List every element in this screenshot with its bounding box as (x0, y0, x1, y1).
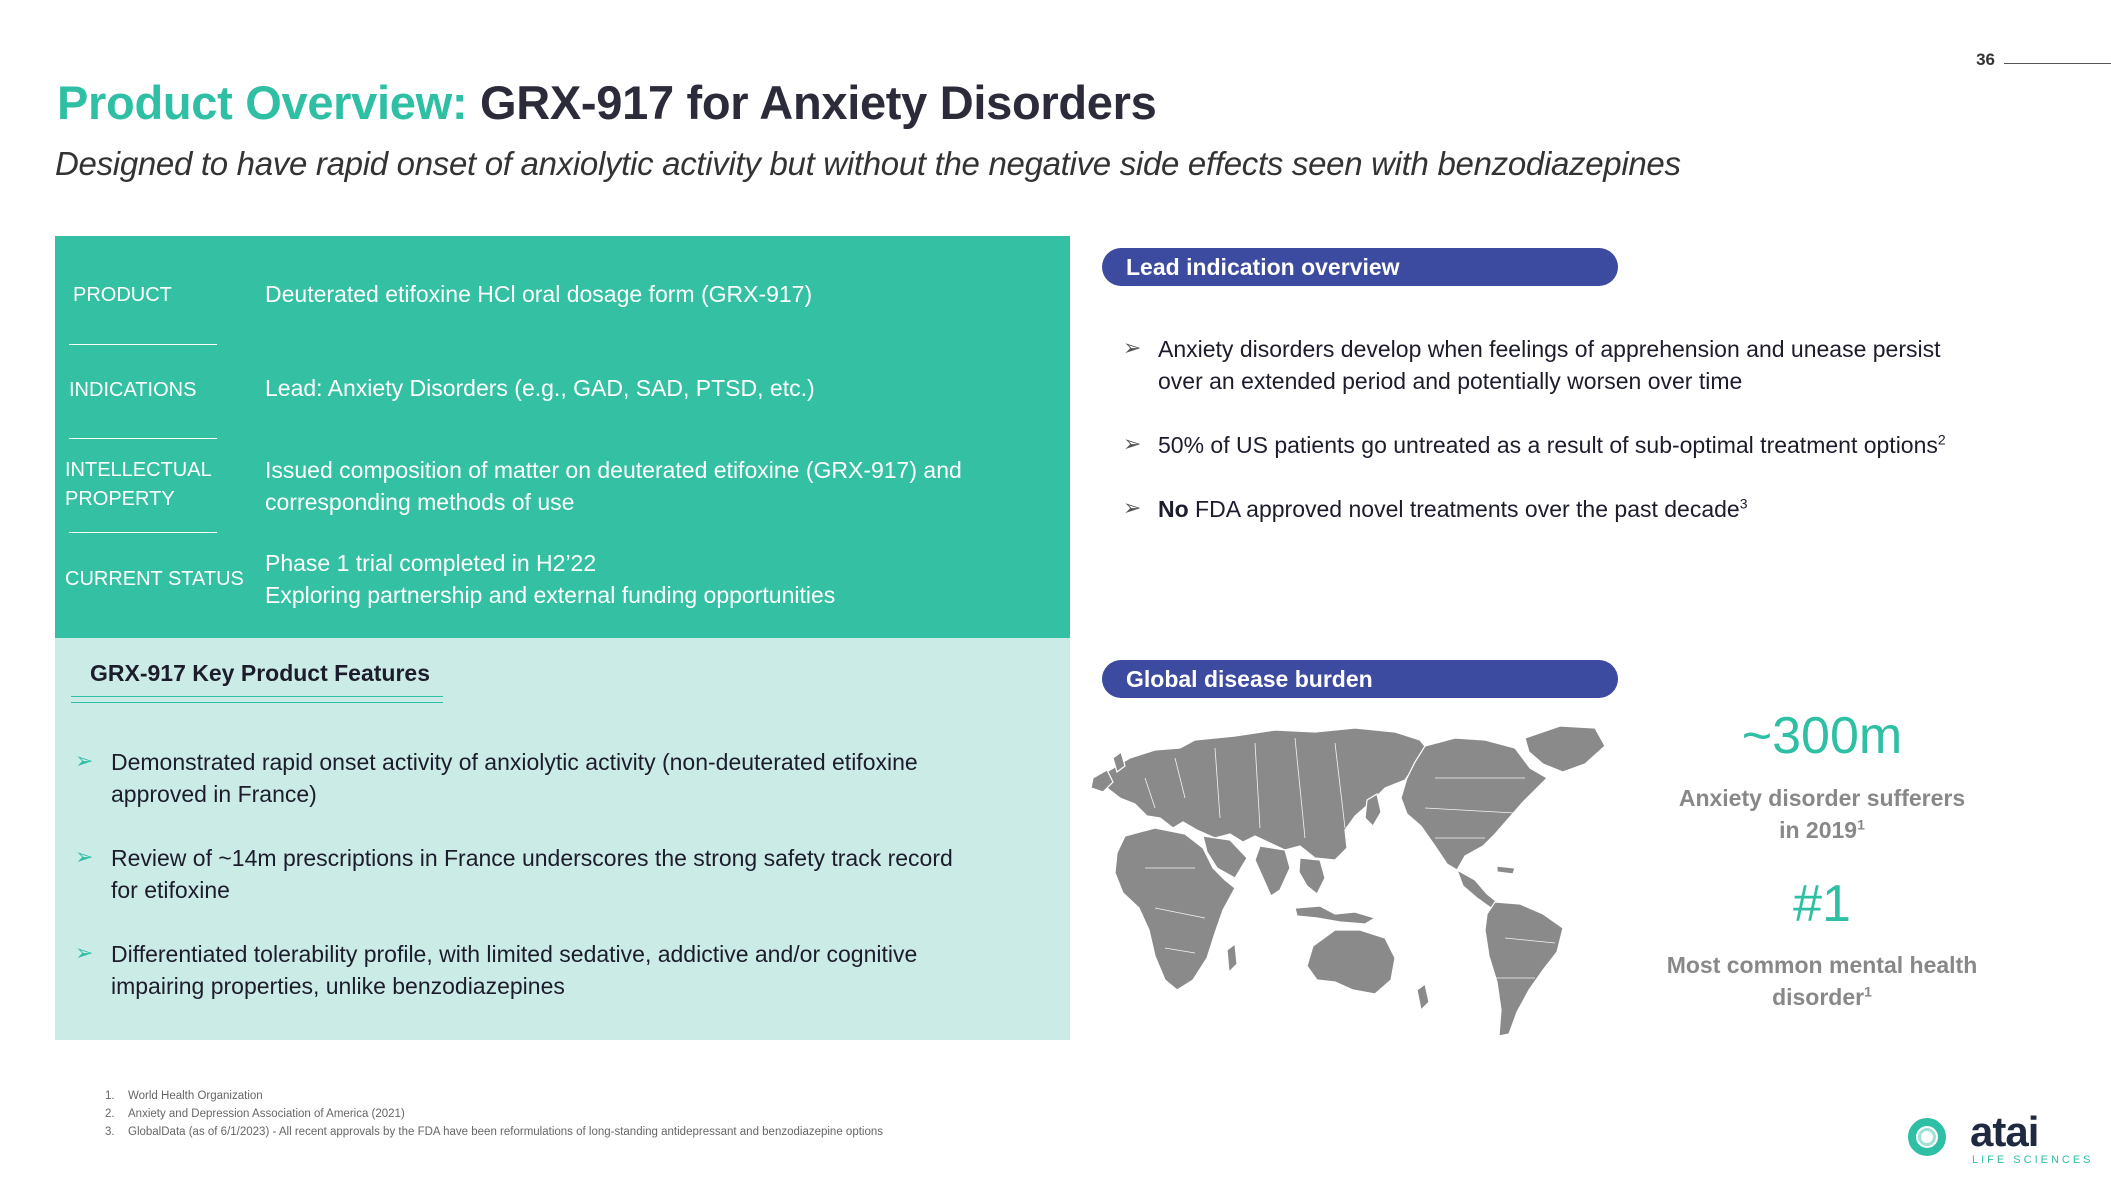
footnote-text: World Health Organization (128, 1090, 263, 1102)
lead-bullet-text: 50% of US patients go untreated as a result of sub-optimal treatment options (1158, 432, 1938, 458)
footnote-text: GlobalData (as of 6/1/2023) - All recent approvals by the FDA have been reformulations of long-standing antidepressant and benzodiazepine options (128, 1126, 884, 1138)
info-divider (69, 344, 217, 345)
feature-item-line1: Differentiated tolerability profile, with limited sedative, addictive and/or cognitive (111, 941, 918, 967)
logo-wordmark: atai (1970, 1108, 2039, 1155)
arrow-bullet-icon: ➢ (75, 940, 94, 965)
feature-item (111, 842, 1031, 906)
page-number-rule (2004, 63, 2111, 64)
info-label-product: PRODUCT (73, 284, 172, 306)
arrow-bullet-icon: ➢ (75, 748, 94, 773)
footnote-text: Anxiety and Depression Association of America (2021) (128, 1108, 405, 1120)
stat-sufferers-value: ~300m (1741, 707, 1903, 765)
stat-rank-line1: Most common mental health (1666, 952, 1978, 978)
footnote-ref: 2 (1937, 431, 1946, 448)
lead-bullet-line2: over an extended period and potentially worsen over time (1158, 368, 1743, 394)
lead-bullet-bold: No (1158, 496, 1189, 522)
footnote-number: 1. (105, 1090, 115, 1102)
stat-sufferers-line2 (1632, 814, 2012, 846)
logo-subtitle: LIFE SCIENCES (1972, 1154, 2094, 1166)
footnote-number: 3. (105, 1126, 115, 1138)
lead-bullet (1158, 333, 2018, 397)
feature-item-line2: impairing properties, unlike benzodiazepines (111, 973, 565, 999)
footnote-number: 2. (105, 1108, 115, 1120)
key-features-panel (55, 638, 1070, 1040)
feature-item-line2: approved in France) (111, 781, 317, 807)
info-label-ip (65, 456, 212, 514)
info-label-ip-line1: INTELLECTUAL (65, 459, 212, 481)
info-label-indications: INDICATIONS (69, 379, 197, 401)
stat-rank-value: #1 (1793, 875, 1851, 933)
page-subtitle: Designed to have rapid onset of anxiolytic activity but without the negative side effects seen with benzodiazepines (55, 145, 1681, 182)
arrow-bullet-icon: ➢ (1123, 495, 1142, 520)
info-label-status: CURRENT STATUS (65, 568, 244, 590)
stat-sufferers-line1: Anxiety disorder sufferers (1678, 785, 1966, 811)
world-map-icon (1085, 718, 1655, 1048)
info-value-ip (265, 454, 962, 518)
feature-item-line1: Review of ~14m prescriptions in France underscores the strong safety track record (111, 845, 953, 871)
info-divider (69, 532, 217, 533)
stat-sufferers-year: in 2019 (1779, 817, 1858, 843)
product-info-table (55, 236, 1070, 638)
info-value-product: Deuterated etifoxine HCl oral dosage form (GRX-917) (265, 281, 813, 307)
footnote-ref: 1 (1857, 816, 1865, 833)
lead-bullet (1158, 493, 2018, 525)
info-value-status-line1: Phase 1 trial completed in H2’22 (265, 550, 597, 576)
footnote-ref: 3 (1739, 495, 1748, 512)
features-title: GRX-917 Key Product Features (90, 660, 431, 686)
lead-indication-pill: Lead indication overview (1102, 248, 1618, 286)
features-title-underline (71, 696, 443, 703)
info-value-indications: Lead: Anxiety Disorders (e.g., GAD, SAD, PTSD, etc.) (265, 375, 815, 401)
feature-item (111, 938, 1031, 1002)
feature-item-line2: for etifoxine (111, 877, 230, 903)
page-title (57, 75, 1156, 130)
lead-bullet-line1: Anxiety disorders develop when feelings of apprehension and unease persist (1158, 336, 1941, 362)
page-number: 36 (1976, 50, 1995, 69)
feature-item-line1: Demonstrated rapid onset activity of anxiolytic activity (non-deuterated etifoxine (111, 749, 918, 775)
lead-bullet-text: FDA approved novel treatments over the past decade (1188, 496, 1740, 522)
info-value-status-line2: Exploring partnership and external funding opportunities (265, 582, 836, 608)
info-value-ip-line1: Issued composition of matter on deuterated etifoxine (GRX-917) and (265, 457, 962, 483)
info-value-status (265, 547, 835, 611)
stat-sufferers-desc (1632, 782, 2012, 846)
info-value-ip-line2: corresponding methods of use (265, 489, 575, 515)
arrow-bullet-icon: ➢ (75, 844, 94, 869)
stat-rank-word: disorder (1772, 984, 1865, 1010)
lead-bullet (1158, 429, 2018, 461)
feature-item (111, 746, 1031, 810)
footnote-ref: 1 (1864, 983, 1872, 1000)
stat-rank-desc (1632, 949, 2012, 1013)
atai-ring-logo-icon (1908, 1118, 1946, 1156)
title-accent: Product Overview: (57, 76, 468, 129)
global-burden-pill: Global disease burden (1102, 660, 1618, 698)
info-label-ip-line2: PROPERTY (65, 488, 175, 510)
stat-rank-line2 (1632, 981, 2012, 1013)
info-divider (69, 438, 217, 439)
arrow-bullet-icon: ➢ (1123, 335, 1142, 360)
title-main: GRX-917 for Anxiety Disorders (479, 76, 1157, 129)
arrow-bullet-icon: ➢ (1123, 431, 1142, 456)
